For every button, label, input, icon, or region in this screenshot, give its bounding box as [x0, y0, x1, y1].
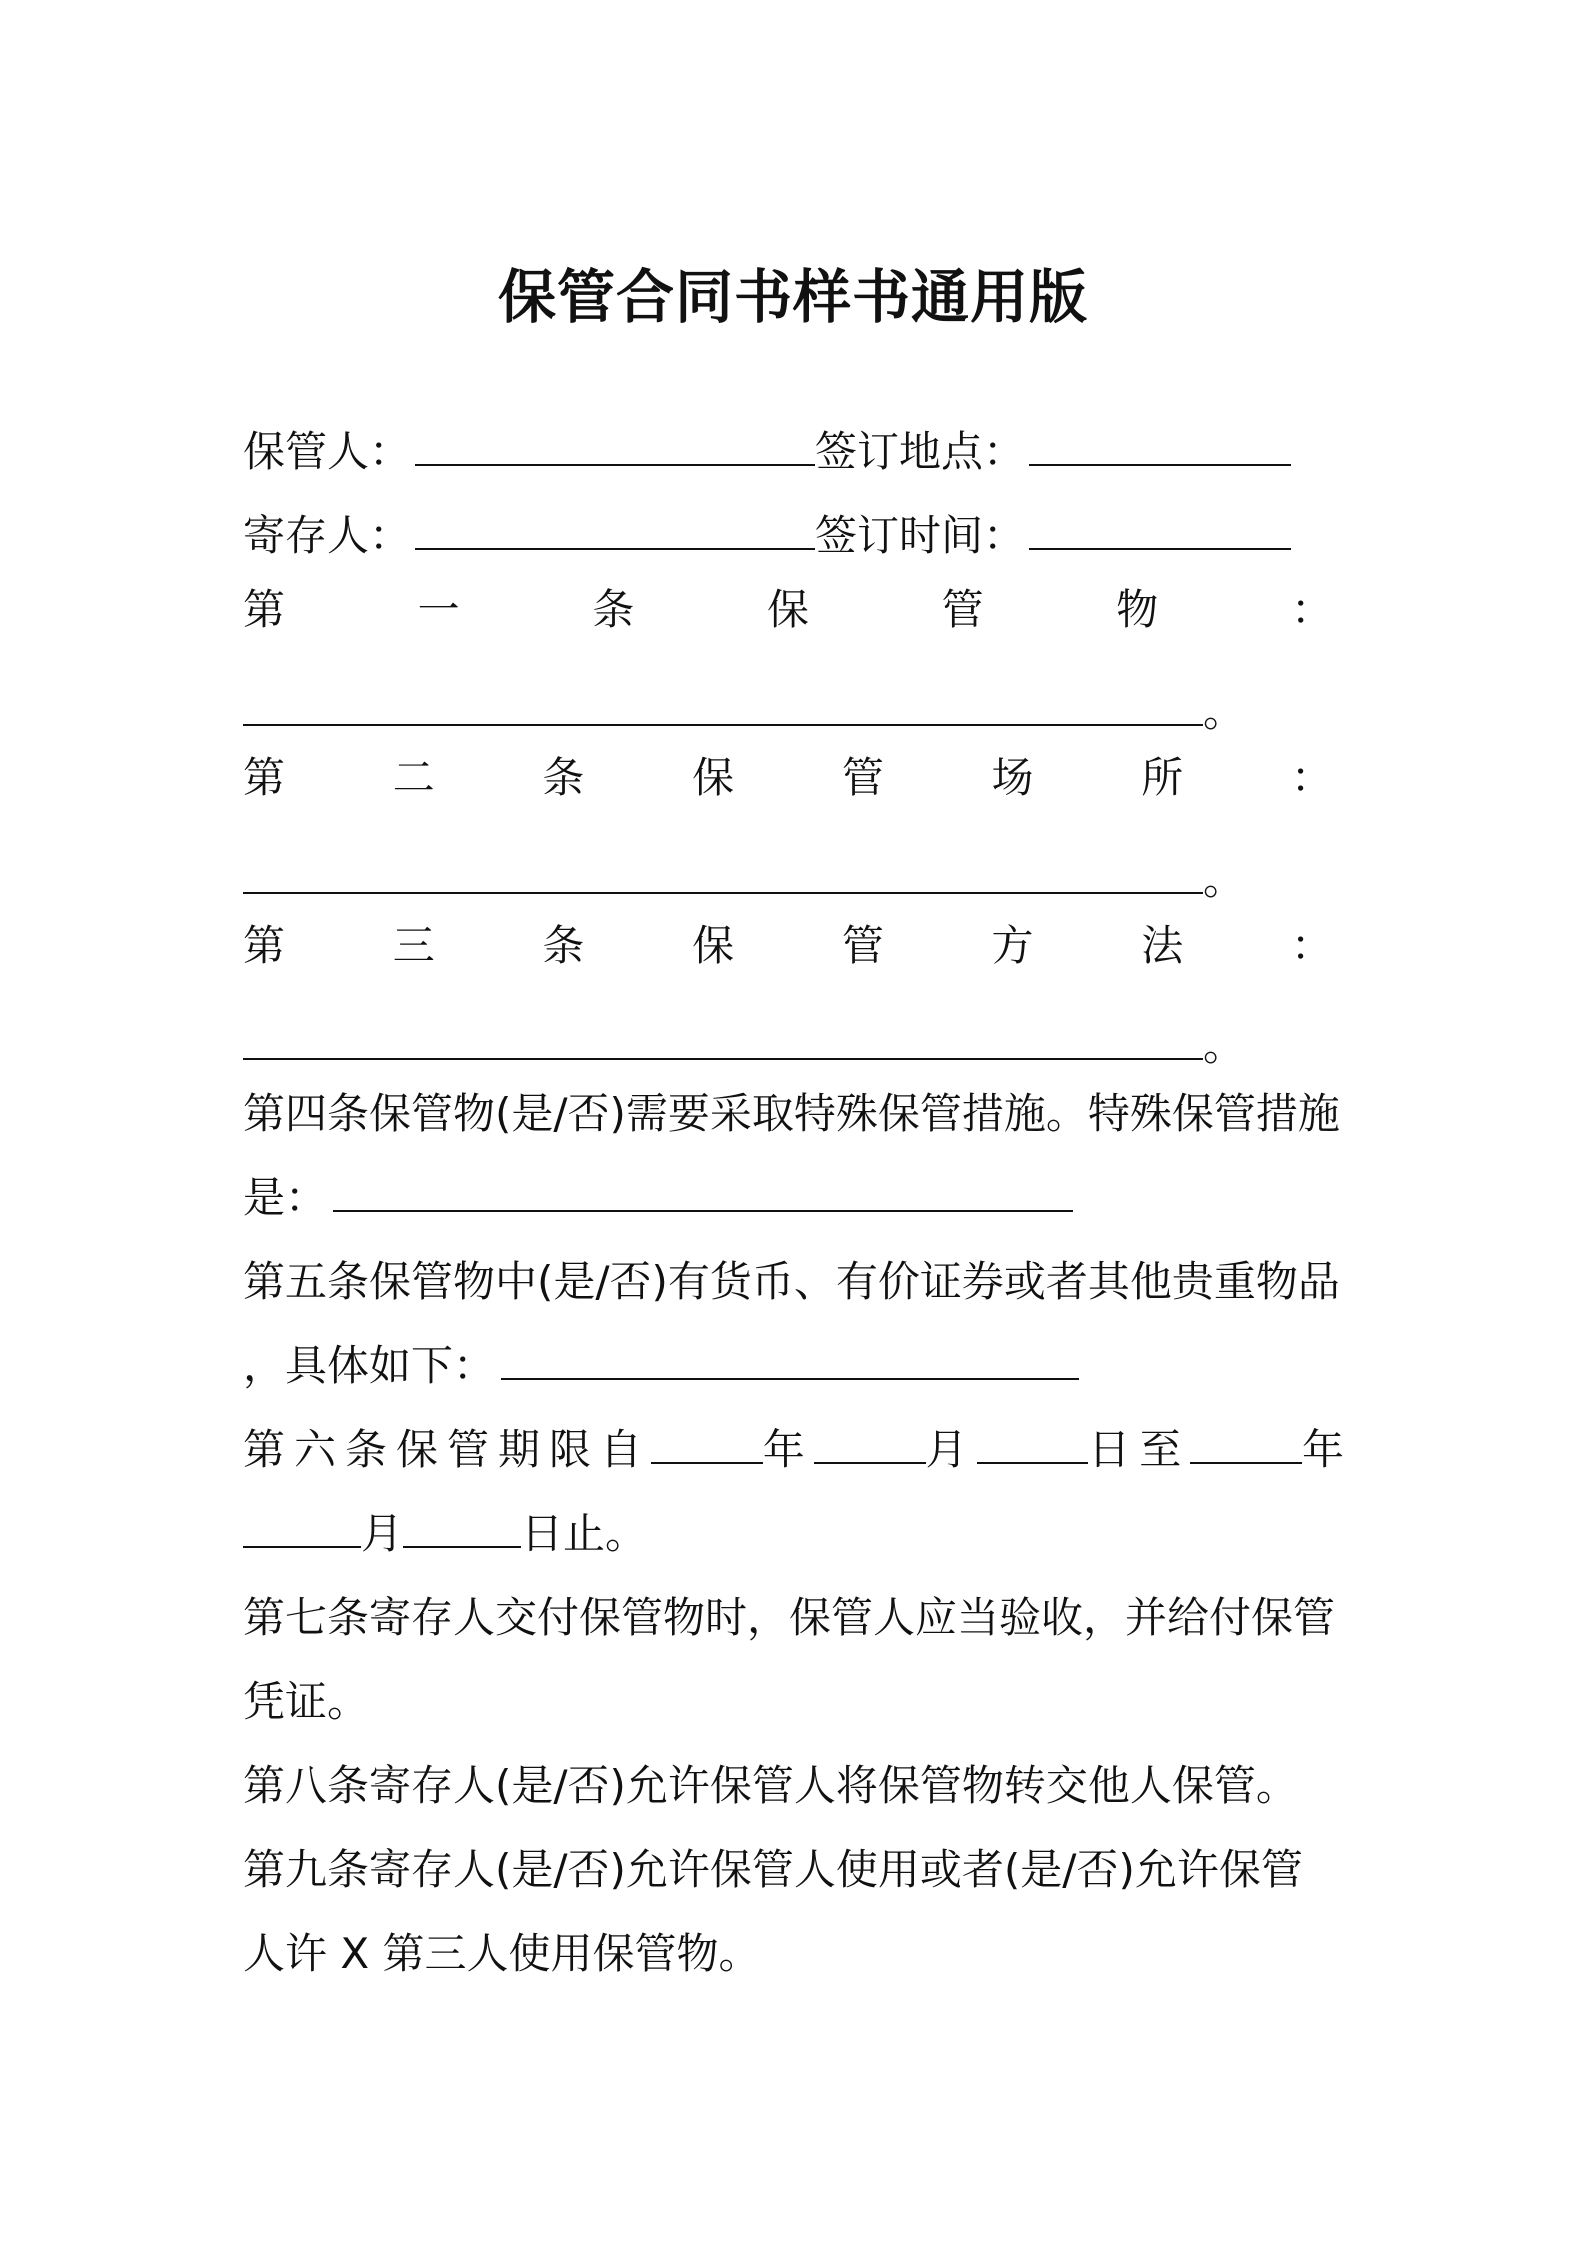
clause1-char: 管 [941, 585, 984, 634]
clause4-line1: 第四条保管物(是/否)需要采取特殊保管措施。特殊保管措施 [243, 1089, 1340, 1138]
clause3-blank[interactable] [243, 1022, 1203, 1060]
clause6-month1: 月 [925, 1425, 977, 1474]
clause3-end: 。 [1203, 1021, 1246, 1070]
clause8-line1: 第八条寄存人(是/否)允许保管人将保管物转交他人保管。 [243, 1761, 1298, 1810]
clause9-line1: 第九条寄存人(是/否)允许保管人使用或者(是/否)允许保管 [243, 1845, 1303, 1894]
clause2-char: 保 [692, 753, 735, 802]
clause6-blank-year1[interactable] [651, 1426, 763, 1464]
clause2-char: 所 [1141, 753, 1184, 802]
header-row-depositor [243, 508, 1353, 564]
clause1-fill-row [243, 684, 1353, 740]
clause2-fill-row [243, 852, 1353, 908]
clause3-char: 三 [392, 921, 435, 970]
clause3-fill-row [243, 1018, 1353, 1074]
clause6-day1: 日至 [1088, 1425, 1191, 1474]
clause3-char: 保 [692, 921, 735, 970]
clause6-blank-day2[interactable] [403, 1510, 521, 1548]
document-title: 保管合同书样书通用版 [497, 263, 1088, 331]
depositor-label: 寄存人： [243, 511, 412, 560]
clause2-char: ： [1290, 753, 1333, 802]
clause2-char: 场 [991, 753, 1034, 802]
clause1-char: 第 [243, 585, 286, 634]
clause1-char: 物 [1116, 585, 1159, 634]
clause6-year1: 年 [762, 1425, 814, 1474]
clause7-line1: 第七条寄存人交付保管物时，保管人应当验收，并给付保管 [243, 1593, 1336, 1642]
header-row-keeper [243, 424, 1353, 480]
time-label: 签订时间： [815, 511, 1026, 560]
keeper-blank[interactable] [415, 428, 815, 466]
clause6-blank-month2[interactable] [243, 1510, 361, 1548]
clause5-blank[interactable] [501, 1342, 1079, 1380]
clause9-line2: 人许 X 第三人使用保管物。 [243, 1929, 761, 1978]
clause2-blank[interactable] [243, 856, 1203, 894]
clause1-char: 条 [592, 585, 635, 634]
place-label: 签订地点： [815, 427, 1026, 476]
clause6-prefix: 第六条保管期限自 [243, 1425, 652, 1474]
depositor-blank[interactable] [415, 512, 815, 550]
clause3-char: 第 [243, 921, 286, 970]
clause6-line2 [243, 1506, 1353, 1562]
keeper-label: 保管人： [243, 427, 412, 476]
clause3-char: ： [1290, 921, 1333, 970]
clause1-char: ： [1290, 585, 1333, 634]
time-blank[interactable] [1029, 512, 1291, 550]
clause1-heading [243, 582, 1333, 638]
clause2-end: 。 [1203, 855, 1246, 904]
clause3-char: 管 [841, 921, 884, 970]
clause2-char: 管 [841, 753, 884, 802]
clause2-char: 二 [392, 753, 435, 802]
clause6-day2: 日止。 [521, 1509, 648, 1558]
clause2-char: 条 [542, 753, 585, 802]
clause6-line1 [243, 1422, 1353, 1478]
clause1-end: 。 [1203, 687, 1246, 736]
clause3-char: 法 [1141, 921, 1184, 970]
clause5-line2: ，具体如下： [243, 1341, 496, 1390]
clause3-char: 条 [542, 921, 585, 970]
clause6-blank-month1[interactable] [814, 1426, 926, 1464]
place-blank[interactable] [1029, 428, 1291, 466]
clause4-line2: 是： [243, 1173, 328, 1222]
clause1-blank[interactable] [243, 688, 1203, 726]
clause2-char: 第 [243, 753, 286, 802]
clause2-heading [243, 750, 1333, 806]
clause6-blank-year2[interactable] [1190, 1426, 1302, 1464]
clause6-year2: 年 [1302, 1425, 1354, 1474]
clause3-char: 方 [991, 921, 1034, 970]
clause6-month2: 月 [361, 1509, 404, 1558]
clause1-char: 保 [766, 585, 809, 634]
clause3-heading [243, 918, 1333, 974]
clause7-line2: 凭证。 [243, 1677, 370, 1726]
clause5-line2-row [243, 1338, 1353, 1394]
clause5-line1: 第五条保管物中(是/否)有货币、有价证券或者其他贵重物品 [243, 1257, 1340, 1306]
clause4-line2-row [243, 1170, 1353, 1226]
clause1-char: 一 [417, 585, 460, 634]
clause4-blank[interactable] [333, 1174, 1073, 1212]
clause6-blank-day1[interactable] [977, 1426, 1089, 1464]
